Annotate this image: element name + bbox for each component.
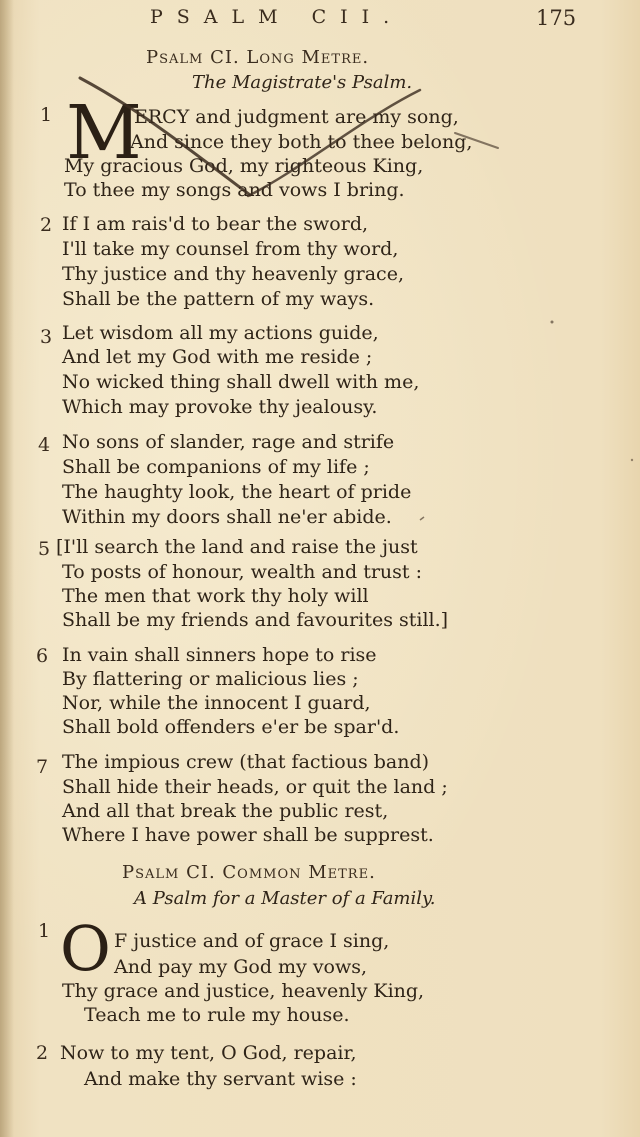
verse-line: Teach me to rule my house.	[84, 1004, 350, 1026]
verse-line: And let my God with me reside ;	[62, 346, 373, 368]
psalm-heading-common-metre: Psalm CI. Common Metre.	[122, 862, 376, 883]
verse-line: Shall bold offenders e'er be spar'd.	[62, 716, 400, 738]
verse-line: The impious crew (that factious band)	[62, 751, 430, 773]
verse-line: And make thy servant wise :	[84, 1068, 357, 1090]
verse-number: 5	[38, 538, 51, 560]
verse-line: Shall be companions of my life ;	[62, 456, 370, 478]
psalm-subtitle-magistrate: The Magistrate's Psalm.	[192, 72, 413, 93]
verse-line: If I am rais'd to bear the sword,	[62, 213, 369, 235]
drop-cap-m: M	[66, 90, 142, 176]
verse-line: To thee my songs and vows I bring.	[64, 179, 405, 201]
verse-number: 2	[36, 1042, 49, 1064]
verse-line: [I'll search the land and raise the just	[56, 536, 418, 558]
verse-line: Where I have power shall be supprest.	[62, 824, 434, 846]
page-number: 175	[536, 6, 577, 30]
verse-line: The men that work thy holy will	[62, 585, 369, 607]
verse-line: To posts of honour, wealth and trust :	[62, 561, 422, 583]
verse-line: Shall be the pattern of my ways.	[62, 288, 375, 310]
verse-number: 4	[38, 434, 51, 456]
verse-number: 7	[36, 756, 49, 778]
verse-number: 6	[36, 645, 49, 667]
verse-line: And since they both to thee belong,	[130, 131, 473, 153]
verse-line: Within my doors shall ne'er abide.	[62, 506, 392, 528]
verse-line: Shall hide their heads, or quit the land ;	[62, 776, 448, 798]
verse-line: And all that break the public rest,	[62, 800, 389, 822]
verse-number: 3	[40, 326, 53, 348]
verse-line: Now to my tent, O God, repair,	[60, 1042, 357, 1064]
verse-line: And pay my God my vows,	[114, 956, 368, 978]
verse-line: I'll take my counsel from thy word,	[62, 238, 399, 260]
psalm-heading-long-metre: Psalm CI. Long Metre.	[146, 47, 370, 68]
verse-line: Shall be my friends and favourites still.]	[62, 609, 449, 631]
verse-line: No wicked thing shall dwell with me,	[62, 371, 420, 393]
verse-line: Let wisdom all my actions guide,	[62, 322, 379, 344]
verse-line: The haughty look, the heart of pride	[62, 481, 412, 503]
verse-line: My gracious God, my righteous King,	[64, 155, 424, 177]
verse-line: Thy grace and justice, heavenly King,	[62, 980, 425, 1002]
verse-number: 1	[40, 104, 53, 126]
verse-number: 2	[40, 214, 53, 236]
verse-line: ERCY and judgment are my song,	[134, 106, 459, 128]
verse-line: Thy justice and thy heavenly grace,	[62, 263, 404, 285]
verse-line: Nor, while the innocent I guard,	[62, 692, 371, 714]
verse-line: No sons of slander, rage and strife	[62, 431, 395, 453]
verse-line: By flattering or malicious lies ;	[62, 668, 359, 690]
psalm-subtitle-master-of-family: A Psalm for a Master of a Family.	[134, 888, 436, 909]
drop-cap-o: O	[60, 912, 111, 985]
verse-number: 1	[38, 920, 51, 942]
verse-line: In vain shall sinners hope to rise	[62, 644, 377, 666]
verse-line: Which may provoke thy jealousy.	[62, 396, 378, 418]
running-title: PSALM CII.	[150, 6, 404, 28]
verse-line: F justice and of grace I sing,	[114, 930, 390, 952]
